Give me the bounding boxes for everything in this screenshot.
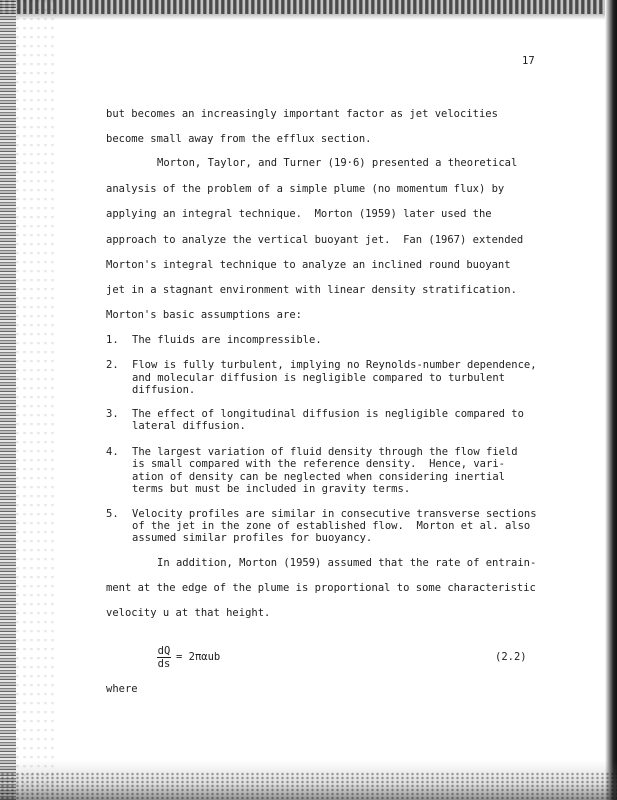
page-number: 17 (522, 55, 535, 67)
equation-numerator: dQ (157, 645, 171, 657)
scan-border-left (0, 0, 16, 800)
list-item-line: Velocity profiles are similar in consecutive transverse sections (132, 508, 537, 520)
equation-rhs: = 2παub (176, 651, 221, 663)
body-line: Morton's integral technique to analyze an inclined round buoyant (106, 259, 511, 271)
body-line: jet in a stagnant environment with linear density stratification. (106, 284, 517, 296)
list-item-line: The fluids are incompressible. (132, 334, 322, 346)
body-line: but becomes an increasingly important factor as jet velocities (106, 108, 498, 120)
list-item-number: 5. (106, 508, 119, 520)
body-line: In addition, Morton (1959) assumed that the rate of entrain- (157, 557, 537, 569)
body-line: velocity u at that height. (106, 607, 271, 619)
body-line: analysis of the problem of a simple plume (no momentum flux) by (106, 183, 505, 195)
scan-speckle-left (16, 0, 56, 800)
equation-label: (2.2) (495, 651, 527, 663)
body-line: become small away from the efflux section. (106, 133, 372, 145)
list-item-line: of the jet in the zone of established flow. Morton et al. also (132, 520, 531, 532)
list-item-line: Flow is fully turbulent, implying no Reynolds-number dependence, (132, 359, 537, 371)
body-line: Morton, Taylor, and Turner (19·6) presented a theoretical (157, 157, 518, 169)
scan-border-top (0, 0, 617, 14)
where-text: where (106, 683, 138, 695)
list-item-line: is small compared with the reference density. Hence, vari- (132, 458, 505, 470)
list-item-line: diffusion. (132, 384, 196, 396)
body-line: approach to analyze the vertical buoyant jet. Fan (1967) extended (106, 234, 524, 246)
scan-speckle-bottom (0, 772, 617, 800)
list-item-line: ation of density can be neglected when considering inertial (132, 471, 505, 483)
list-item-line: terms but must be included in gravity terms. (132, 483, 411, 495)
list-item-number: 3. (106, 408, 119, 420)
body-line: ment at the edge of the plume is proportional to some characteristic (106, 582, 536, 594)
list-item-line: The largest variation of fluid density through the flow field (132, 446, 518, 458)
body-line: Morton's basic assumptions are: (106, 309, 302, 321)
list-item-line: The effect of longitudinal diffusion is negligible compared to (132, 408, 524, 420)
equation-denominator: ds (157, 658, 171, 670)
scan-border-right (605, 0, 617, 800)
list-item-line: lateral diffusion. (132, 420, 246, 432)
equation-fraction (157, 645, 171, 670)
list-item-number: 1. (106, 334, 119, 346)
body-line: applying an integral technique. Morton (1959) later used the (106, 208, 492, 220)
list-item-line: and molecular diffusion is negligible compared to turbulent (132, 372, 505, 384)
list-item-line: assumed similar profiles for buoyancy. (132, 532, 373, 544)
scan-border-top-fade (0, 14, 617, 20)
list-item-number: 4. (106, 446, 119, 458)
list-item-number: 2. (106, 359, 119, 371)
